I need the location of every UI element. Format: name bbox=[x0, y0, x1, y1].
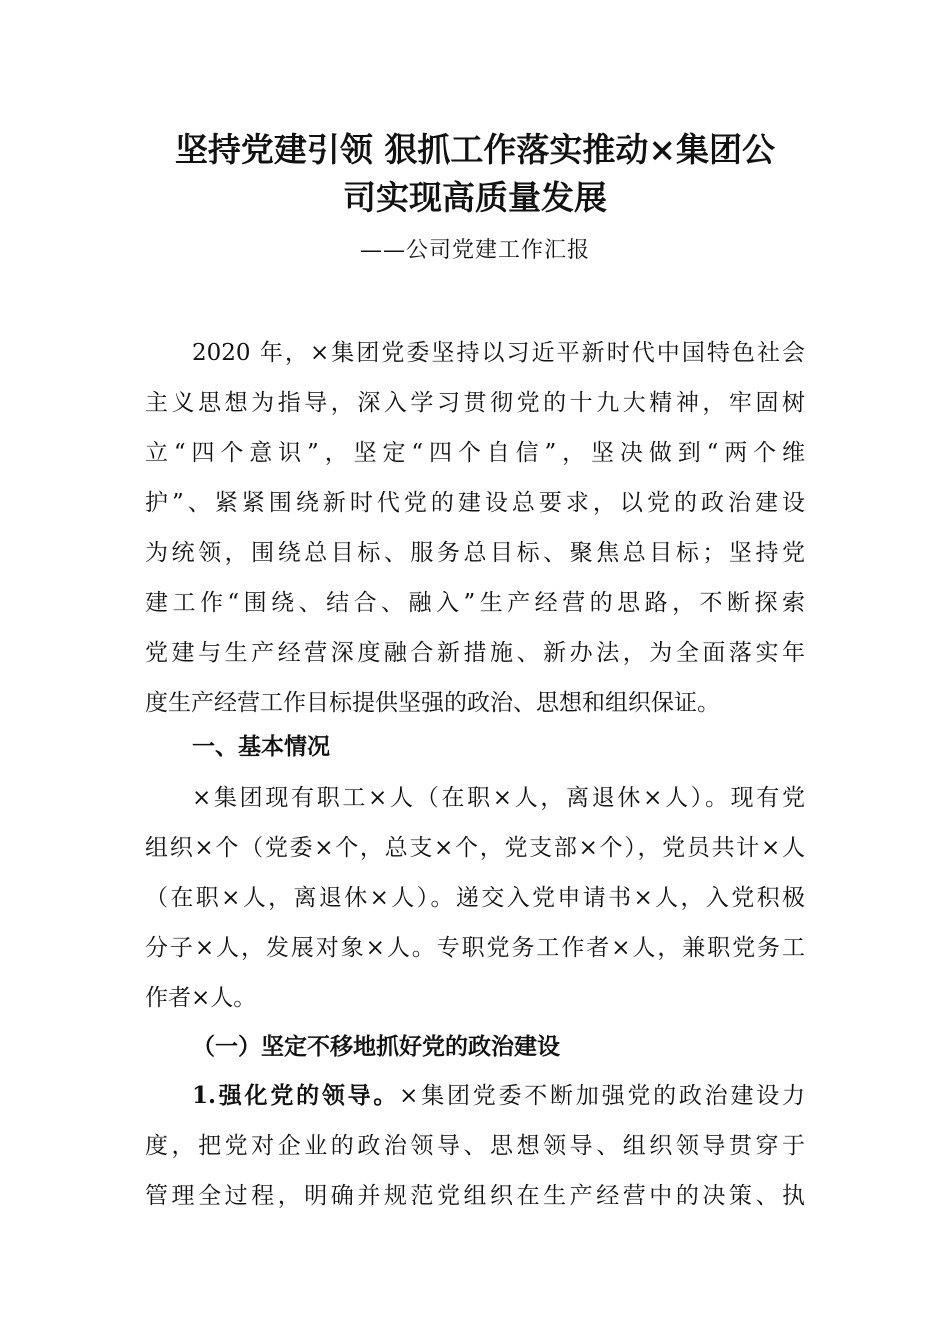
paragraph-line: 党建与生产经营深度融合新措施、新办法，为全面落实年 bbox=[145, 640, 805, 666]
paragraph-line: 度生产经营工作目标提供坚强的政治、思想和组织保证。 bbox=[145, 690, 720, 716]
basic-situation-paragraph bbox=[145, 773, 805, 1023]
intro-paragraph bbox=[145, 328, 805, 728]
subsection-heading-political-building: （一）坚定不移地抓好党的政治建设 bbox=[192, 1033, 560, 1060]
paragraph-line: 分子×人，发展对象×人。专职党务工作者×人，兼职党务工 bbox=[145, 935, 805, 961]
paragraph-line: 管理全过程，明确并规范党组织在生产经营中的决策、执 bbox=[145, 1183, 805, 1209]
item-strengthen-leadership bbox=[145, 1071, 805, 1221]
section-heading-basic-situation: 一、基本情况 bbox=[192, 733, 330, 760]
paragraph-line: 为统领，围绕总目标、服务总目标、聚焦总目标；坚持党 bbox=[145, 540, 805, 566]
document-title-line-2: 司实现高质量发展 bbox=[343, 178, 607, 217]
paragraph-line: 2020 年，×集团党委坚持以习近平新时代中国特色社会 bbox=[192, 340, 805, 366]
paragraph-line: 护”、紧紧围绕新时代党的建设总要求，以党的政治建设 bbox=[145, 490, 805, 516]
paragraph-line: 主义思想为指导，深入学习贯彻党的十九大精神，牢固树 bbox=[145, 390, 805, 416]
paragraph-line: ×集团现有职工×人（在职×人，离退休×人）。现有党 bbox=[192, 785, 805, 811]
item-lead-text: 1.强化党的领导。 bbox=[192, 1082, 400, 1109]
paragraph-line: 度，把党对企业的政治领导、思想领导、组织领导贯穿于 bbox=[145, 1133, 805, 1159]
item-text: ×集团党委不断加强党的政治建设力 bbox=[399, 1083, 805, 1109]
paragraph-line: 立“四个意识”，坚定“四个自信”，坚决做到“两个维 bbox=[145, 440, 805, 466]
paragraph-line: 作者×人。 bbox=[145, 985, 257, 1011]
document-subtitle: ——公司党建工作汇报 bbox=[359, 238, 590, 263]
paragraph-line bbox=[145, 1071, 805, 1121]
paragraph-line: 组织×个（党委×个，总支×个，党支部×个），党员共计×人 bbox=[145, 835, 805, 861]
paragraph-line: （在职×人，离退休×人）。递交入党申请书×人，入党积极 bbox=[145, 885, 805, 911]
document-title-line-1: 坚持党建引领 狠抓工作落实推动×集团公 bbox=[174, 130, 776, 169]
paragraph-line: 建工作“围绕、结合、融入”生产经营的思路，不断探索 bbox=[145, 590, 805, 616]
